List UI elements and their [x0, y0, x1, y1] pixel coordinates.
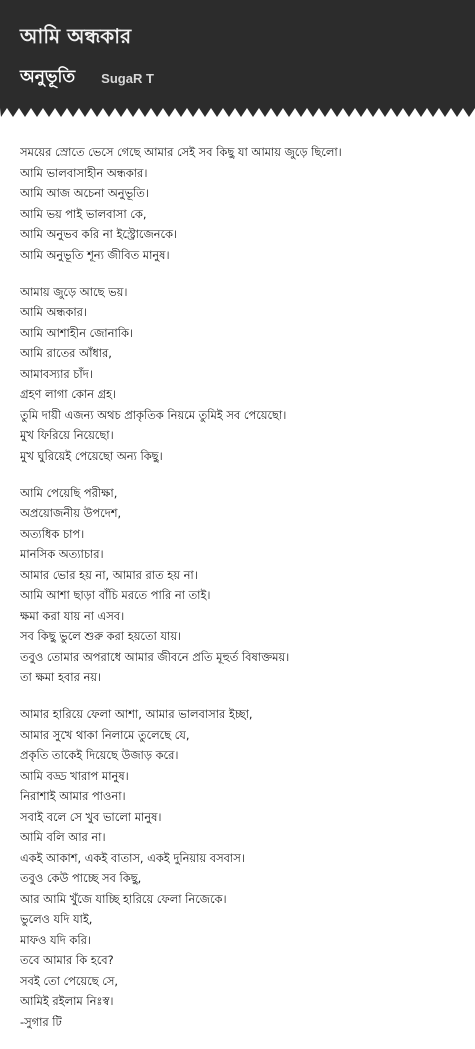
- poem-line: আমি অন্ধকার।: [20, 305, 87, 319]
- poem-line: আমি আশা ছাড়া বাঁচি মরতে পারি না তাই।: [20, 588, 211, 602]
- poem-line: -সুগার টি: [20, 1014, 62, 1029]
- poem-line: আমিই রইলাম নিঃস্ব।: [20, 994, 114, 1008]
- poem-line: মাফও যদি করি।: [20, 932, 91, 947]
- stanza: [20, 142, 465, 265]
- stanza: [20, 483, 465, 688]
- poem-line: ক্ষমা করা যায় না এসব।: [20, 608, 125, 623]
- stanza: [20, 704, 465, 1032]
- category-label[interactable]: অনুভূতি: [20, 67, 76, 87]
- poem-line: মুখ ঘুরিয়েই পেয়েছো অন্য কিছু।: [20, 448, 163, 463]
- poem-line: সময়ের স্রোতে ভেসে গেছে আমার সেই সব কিছু যা আমায় জুড়ে ছিলো।: [20, 145, 342, 159]
- poem-line: সবই তো পেয়েছে সে,: [20, 973, 119, 988]
- poem-line: তবুও কেউ পাচ্ছে সব কিছু,: [20, 871, 142, 885]
- poem-line: গ্রহণ লাগা কোন গ্রহ।: [20, 387, 117, 401]
- poem-line: একই আকাশ, একই বাতাস, একই দুনিয়ায় বসবাস।: [20, 850, 245, 865]
- post-title: আমি অন্ধকার: [20, 24, 132, 48]
- poem-line: অপ্রয়োজনীয় উপদেশ,: [20, 506, 122, 520]
- author-name[interactable]: SugaR T: [101, 70, 154, 86]
- poem-line: আমি বলি আর না।: [20, 830, 106, 844]
- poem-line: আর আমি খুঁজে যাচ্ছি হারিয়ে ফেলা নিজেকে।: [20, 891, 227, 906]
- poem-line: অত্যধিক চাপ।: [20, 526, 85, 541]
- poem-line: ভুলেও যদি যাই,: [20, 912, 93, 926]
- poem-line: মানসিক অত্যাচার।: [20, 547, 104, 561]
- poem-line: মুখ ফিরিয়ে নিয়েছো।: [20, 428, 114, 442]
- poem-line: আমায় জুড়ে আছে ভয়।: [20, 284, 128, 299]
- poem-line: নিরাশাই আমার পাওনা।: [20, 789, 126, 803]
- poem-line: আমি পেয়েছি পরীক্ষা,: [20, 485, 118, 500]
- poem-line: তা ক্ষমা হবার নয়।: [20, 670, 102, 684]
- stanza: [20, 282, 465, 467]
- poem-line: আমি আজ অচেনা অনুভূতি।: [20, 186, 149, 200]
- poem-line: আমি বড্ড খারাপ মানুষ।: [20, 768, 129, 783]
- poem-line: তুমি দায়ী এজন্য অথচ প্রাকৃতিক নিয়মে তুমিই সব পেয়েছো।: [20, 407, 287, 422]
- poem-line: আমি আশাহীন জোনাকি।: [20, 325, 134, 340]
- poem-body: [20, 142, 465, 1049]
- poem-line: সবাই বলে সে খুব ভালো মানুষ।: [20, 809, 162, 824]
- poem-line: আমার সুখে থাকা নিলামে তুলেছে যে,: [20, 727, 190, 742]
- poem-line: সব কিছু ভুলে শুরু করা হয়তো যায়।: [20, 629, 182, 643]
- poem-line: আমি অনুভূতি শূন্য জীবিত মানুষ।: [20, 247, 170, 262]
- poem-line: আমার হারিয়ে ফেলা আশা, আমার ভালবাসার ইচ্ছা,: [20, 707, 253, 721]
- poem-line: আমি অনুভব করি না ইস্ট্রোজেনকে।: [20, 227, 178, 241]
- post-header: [0, 0, 475, 108]
- poem-line: আমার ভোর হয় না, আমার রাত হয় না।: [20, 567, 198, 582]
- poem-line: আমি রাতের আঁধার,: [20, 346, 112, 360]
- poem-line: তবুও তোমার অপরাধে আমার জীবনে প্রতি মূহুর্ত বিষাক্তময়।: [20, 649, 290, 664]
- poem-line: আমি ভয় পাই ভালবাসা কে,: [20, 206, 147, 221]
- poem-line: প্রকৃতি তাকেই দিয়েছে উজাড় করে।: [20, 748, 179, 762]
- poem-line: আমাবস্যার চাঁদ।: [20, 366, 93, 381]
- poem-line: আমি ভালবাসাহীন অন্ধকার।: [20, 165, 148, 180]
- zigzag-divider: [0, 104, 475, 118]
- post-meta: [20, 64, 154, 92]
- poem-line: তবে আমার কি হবে?: [20, 953, 114, 967]
